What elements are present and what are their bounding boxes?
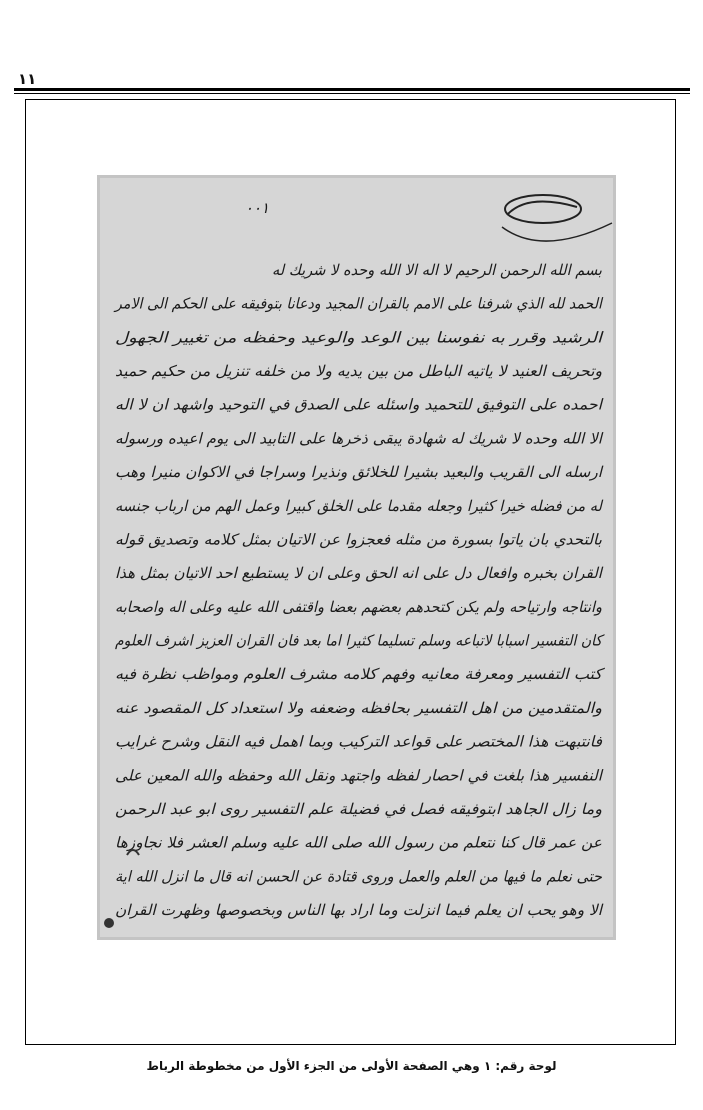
manuscript-line: الا الله وحده لا شريك له شهادة يبقى ذخرها على التابيد الى يوم اعيده ورسوله (115, 429, 604, 448)
header-rule (14, 88, 690, 91)
plate-caption: لوحة رقم: ١ وهي الصفحة الأولى من الجزء الأول من مخطوطة الرباط (146, 1059, 557, 1073)
manuscript-image (97, 175, 616, 940)
manuscript-line: وانتاجه وارتياحه ولم يكن كتحدهم بعضهم بعضا واقتفى الله عليه وعلى اله واصحابه (115, 597, 602, 616)
manuscript-scan (97, 175, 616, 940)
manuscript-line: احمده على التوفيق للتحميد واسئله على الصدق في التوحيد واشهد ان لا اله (115, 395, 604, 414)
manuscript-line: الحمد لله الذي شرفنا على الامم بالقران المجيد ودعانا بتوفيقه على الحكم الى الامر (113, 294, 604, 313)
manuscript-line: كتب التفسير ومعرفة معانيه وفهم كلامه مشرف العلوم ومواظب نظرة فيه (115, 665, 606, 684)
manuscript-line: الا وهو يحب ان يعلم فيما انزلت وما اراد بها الناس وبخصوصها وظهرت القران (115, 901, 604, 919)
manuscript-line: وتحريف العنيد لا ياتيه الباطل من بين يديه ولا من خلفه تنزيل من حكيم حميد (115, 362, 602, 381)
manuscript-line: له من فضله خيرا كثيرا وجعله مقدما على الخلق كبيرا وعمل الهم من ارباب جنسه (115, 496, 605, 515)
manuscript-line: حتى نعلم ما فيها من العلم والعمل وروى قتادة عن الحسن انه قال ما انزل الله اية (115, 867, 603, 886)
manuscript-line: فانتبهت هذا المختصر على قواعد التركيب وبما اهمل فيه النقل وشرح غرايب (115, 732, 603, 751)
manuscript-line: النفسير هذا بلغت في احصار لفظه واجتهد ونقل الله وحفظه والله المعين على (115, 766, 604, 785)
manuscript-line: والمتقدمين من اهل التفسير بحافظه وضعفه ولا استعداد كل المقصود عنه (115, 698, 602, 717)
manuscript-line: بالتحدي بان ياتوا بسورة من مثله فعجزوا عن الاتيان بمثل كلامه وتصديق قوله (115, 530, 602, 549)
page-number: ١١ (18, 70, 37, 88)
manuscript-line: القران بخبره وافعال دل على انه الحق وعلى ان لا يستطيع احد الاتيان بمثل هذا (115, 564, 604, 583)
manuscript-line: كان التفسير اسبابا لاتباعه وسلم تسليما كثيرا اما بعد فان القران العزيز اشرف العلوم (115, 631, 605, 650)
manuscript-line: عن عمر قال كنا نتعلم من رسول الله صلى الله عليه وسلم العشر فلا نجاوزها (115, 833, 603, 852)
manuscript-line: ارسله الى القريب والبعيد بشيرا للخلائق ونذيرا وسراجا في الاكوان منيرا وهب (115, 463, 604, 482)
ink-stain (104, 918, 114, 928)
manuscript-line: الرشيد وقرر به نفوسنا بين الوعد والوعيد وحفظه من تغيير الجهول (115, 328, 605, 347)
manuscript-paper (97, 175, 616, 940)
manuscript-line: بسم الله الرحمن الرحيم لا اله الا الله وحده لا شريك له (272, 261, 602, 279)
manuscript-line: وما زال الجاهد ابتوفيقه فصل في فضيلة علم التفسير روى ابو عبد الرحمن (115, 799, 602, 818)
manuscript-header-marks: ٠٠١ (244, 199, 270, 217)
header-rule-thin (14, 93, 690, 94)
